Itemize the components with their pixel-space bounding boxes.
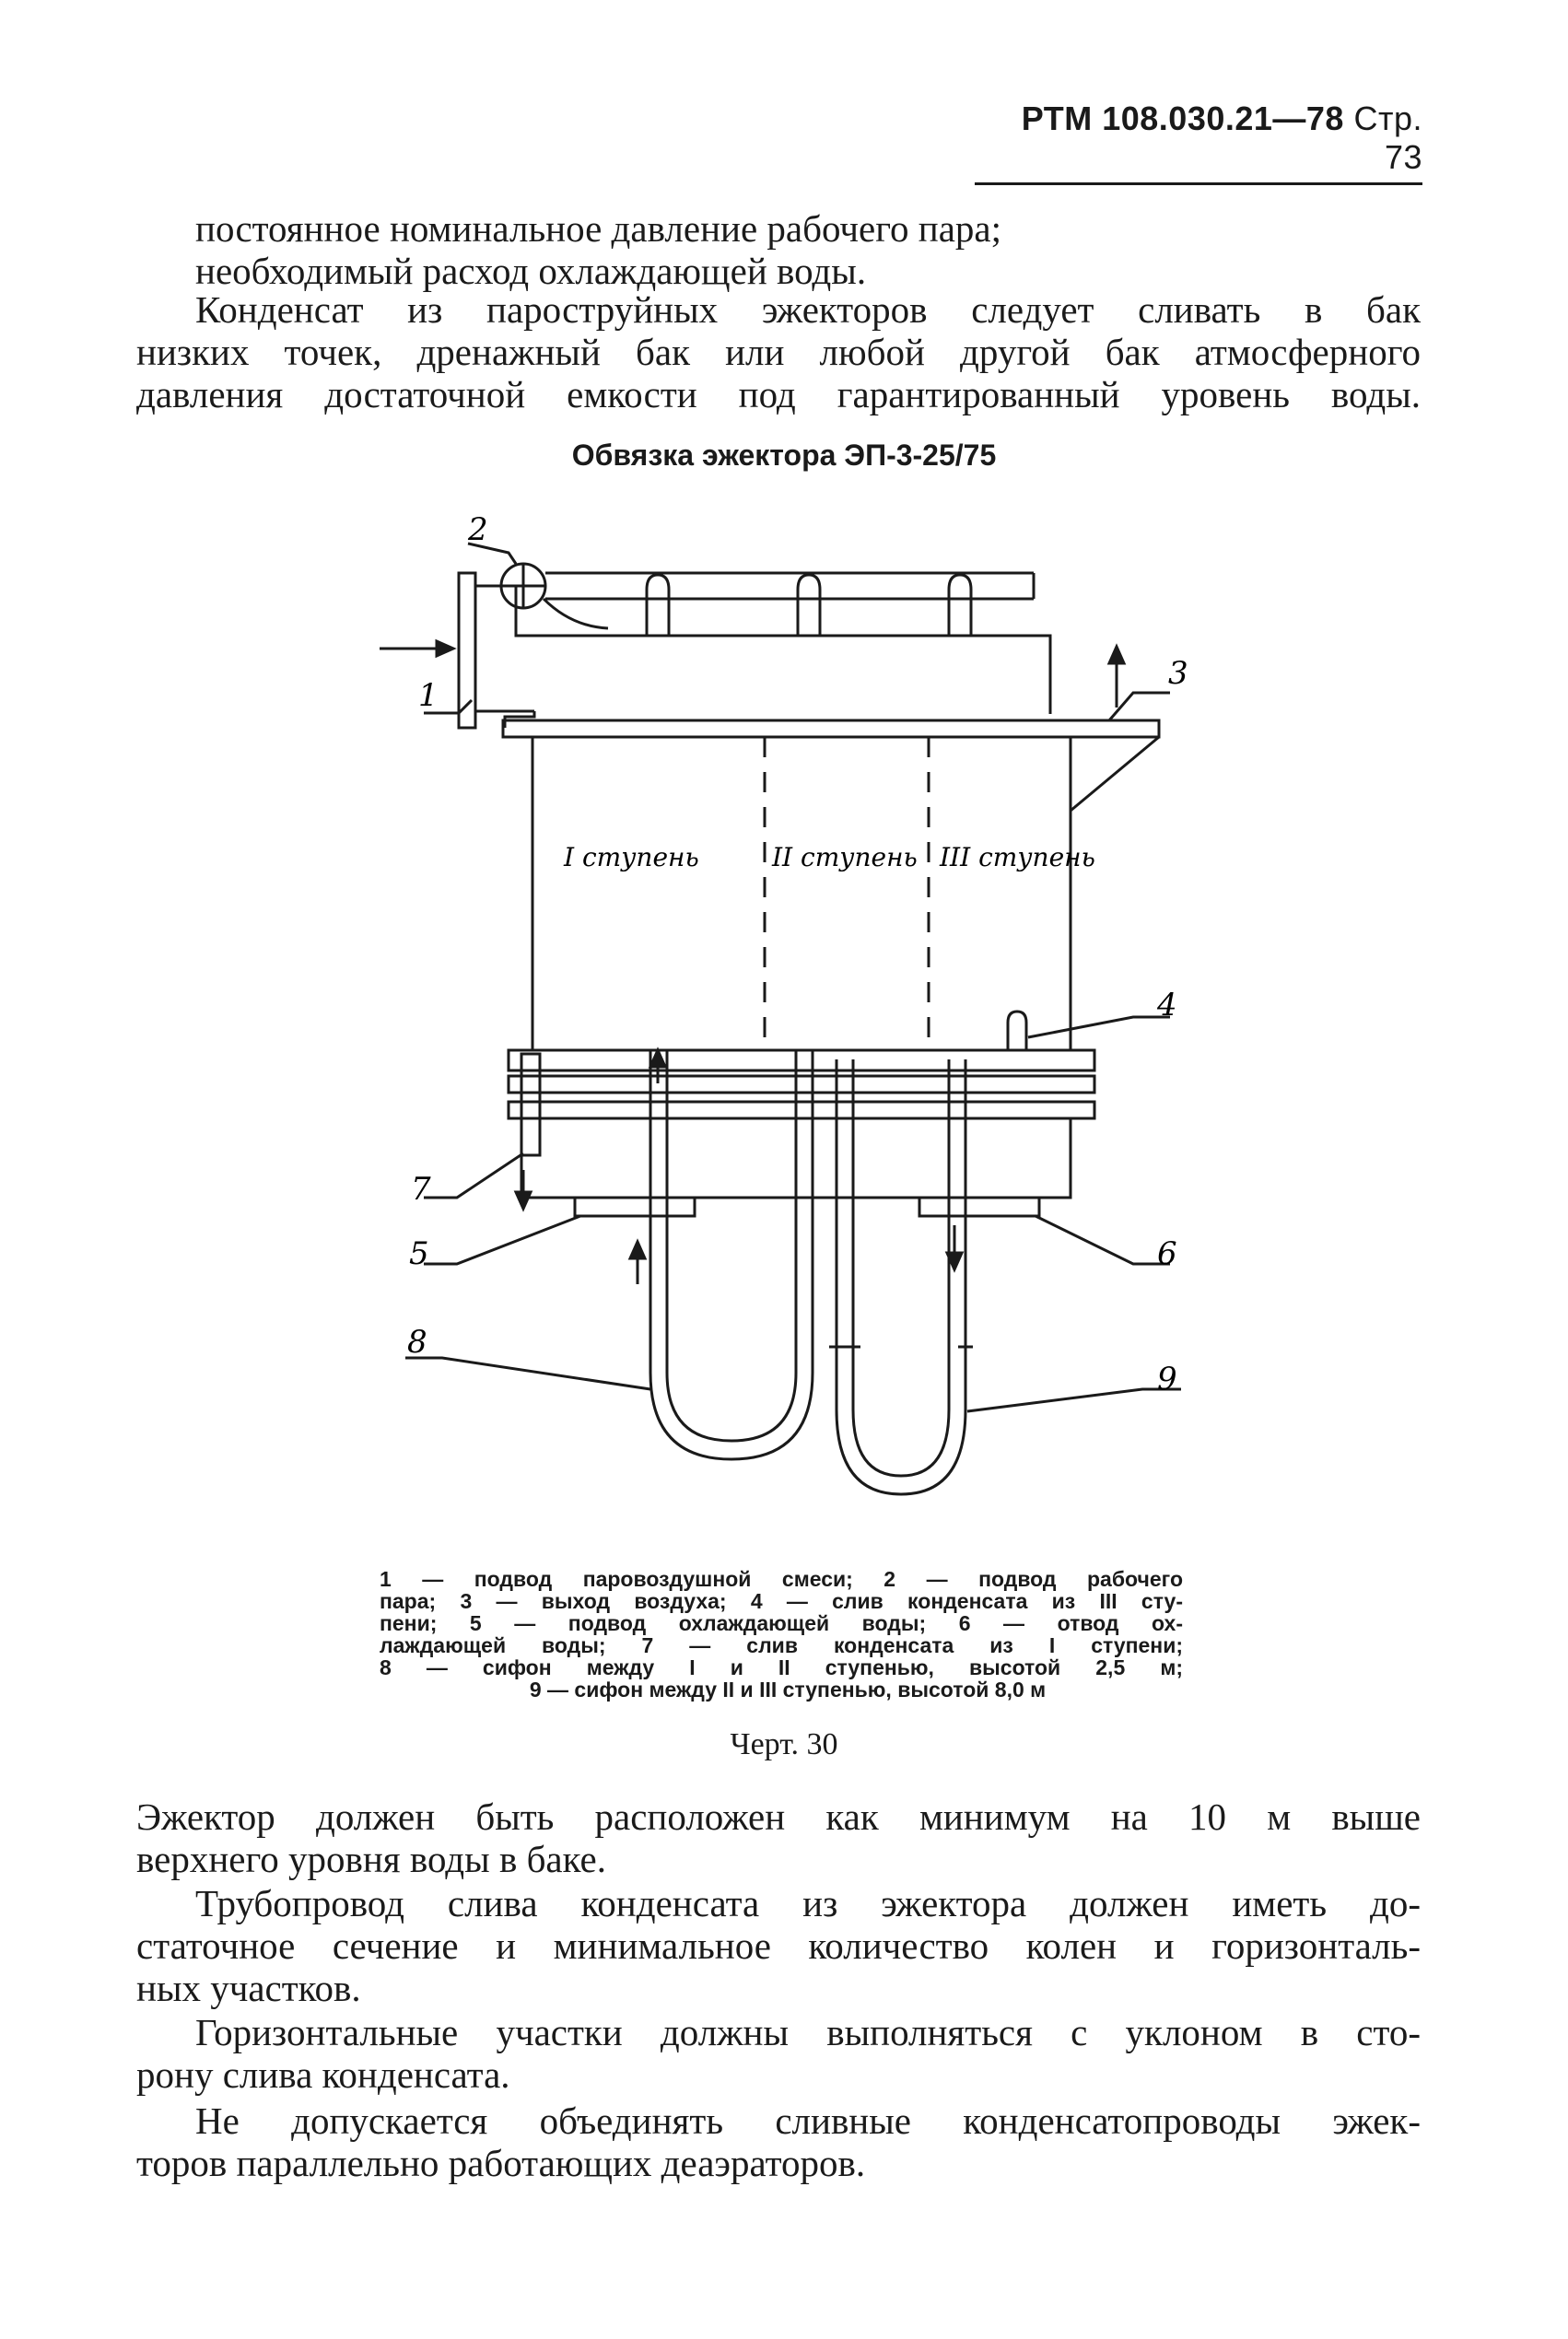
callout-label: 2	[468, 511, 488, 548]
callout-label: 3	[1168, 655, 1188, 692]
list-item: необходимый расход охлаждающей воды.	[195, 250, 867, 292]
callout-label: 7	[411, 1171, 431, 1208]
paragraph-line: Эжектор должен быть расположен как минимум на 10 м выше	[136, 1795, 1421, 1838]
main-shell	[532, 737, 1071, 1050]
paragraph-line: статочное сечение и минимальное количество колен и горизонталь-	[136, 1924, 1421, 1967]
caption-line: пара; 3 — выход воздуха; 4 — слив конденсата из III сту-	[380, 1589, 1183, 1613]
document-code: РТМ 108.030.21—78	[1021, 99, 1344, 137]
outlet-connector	[919, 1198, 1039, 1216]
figure-number: Черт. 30	[730, 1727, 838, 1761]
paragraph-line: давления достаточной емкости под гарантированный уровень воды.	[136, 373, 1421, 415]
paragraph-line: Конденсат из пароструйных эжекторов следует сливать в бак	[195, 288, 1421, 331]
stage-label: III ступень	[940, 842, 1095, 872]
callout-label: 8	[407, 1324, 427, 1361]
top-plate	[503, 720, 1159, 737]
list-item: постоянное номинальное давление рабочего пара;	[195, 207, 1001, 250]
paragraph-line: ных участков.	[136, 1967, 361, 2009]
caption-line: пени; 5 — подвод охлаждающей воды; 6 — отвод ох-	[380, 1611, 1183, 1635]
paragraph-line: низких точек, дренажный бак или любой другой бак атмосферного	[136, 331, 1421, 373]
paragraph-line: Трубопровод слива конденсата из эжектора должен иметь до-	[195, 1882, 1421, 1924]
stage-label: II ступень	[772, 842, 918, 872]
paragraph-line: рону слива конденсата.	[136, 2053, 510, 2096]
callout-label: 1	[418, 677, 439, 714]
inlet-connector	[575, 1198, 695, 1216]
callout-label: 5	[409, 1235, 429, 1272]
caption-line: 8 — сифон между I и II ступенью, высотой 2,5 м;	[380, 1655, 1183, 1679]
caption-line: 9 — сифон между II и III ступенью, высотой 8,0 м	[529, 1678, 1047, 1702]
paragraph-line: верхнего уровня воды в баке.	[136, 1838, 606, 1880]
page-number: Стр. 73	[1353, 99, 1422, 176]
figure-title: Обвязка эжектора ЭП-3-25/75	[571, 439, 997, 472]
stage-label: I ступень	[564, 842, 699, 872]
paragraph-line: Горизонтальные участки должны выполняться с уклоном в сто-	[195, 2011, 1421, 2053]
paragraph-line: Не допускается объединять сливные конденсатопроводы эжек-	[195, 2099, 1421, 2142]
caption-line: лаждающей воды; 7 — слив конденсата из I ступени;	[380, 1633, 1183, 1657]
callout-label: 9	[1157, 1361, 1177, 1398]
caption-line: 1 — подвод паровоздушной смеси; 2 — подвод рабочего	[380, 1567, 1183, 1591]
callout-label: 6	[1157, 1235, 1177, 1272]
bottom-flange	[509, 1050, 1094, 1070]
paragraph-line: торов параллельно работающих деаэраторов.	[136, 2142, 866, 2184]
siphon-8	[650, 1050, 813, 1459]
callout-label: 4	[1157, 987, 1177, 1023]
siphon-9	[837, 1059, 965, 1494]
